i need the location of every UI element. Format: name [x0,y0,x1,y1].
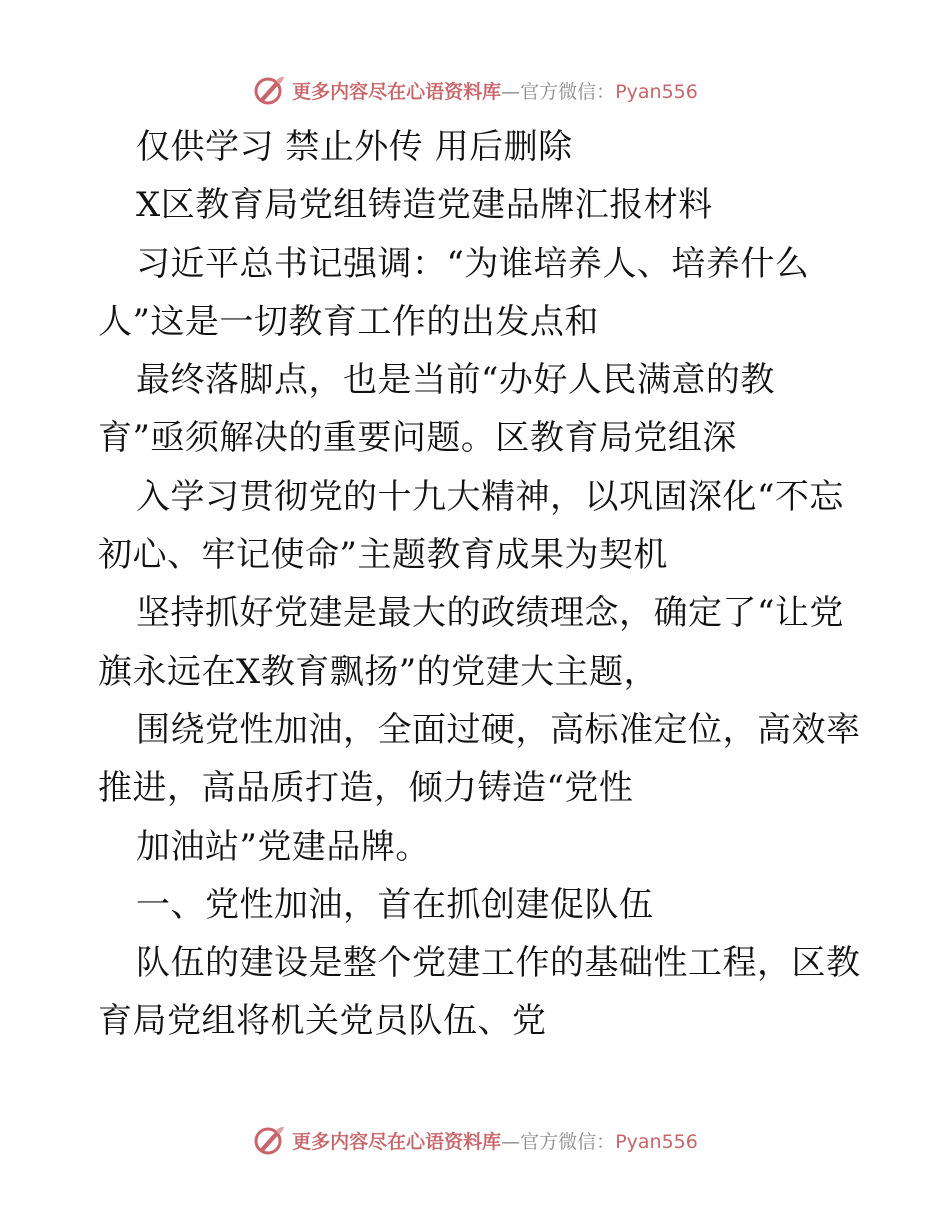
watermark-id: Pyan556 [615,80,698,103]
watermark-text [292,1127,698,1154]
text-line: 育”亟须解决的重要问题。区教育局党组深 [98,418,737,459]
text-line: 最终落脚点，也是当前“办好人民满意的教 [136,360,775,401]
text-line: 初心、牢记使命”主题教育成果为契机 [98,535,668,576]
watermark-group [252,1123,698,1157]
footer-watermark [0,1120,950,1160]
watermark-group [252,73,698,107]
text-line: 加油站”党建品牌。 [136,826,430,867]
quill-pen-circle-icon [252,1123,286,1157]
document-title: X区教育局党组铸造党建品牌汇报材料 [136,185,713,226]
text-line: 坚持抓好党建是最大的政绩理念，确定了“让党 [136,593,844,634]
header-watermark [0,70,950,110]
text-line: 推进，高品质打造，倾力铸造“党性 [98,768,634,809]
text-line: 习近平总书记强调：“为谁培养人、培养什么 [136,243,810,284]
text-line: 人”这是一切教育工作的出发点和 [98,301,599,342]
text-line: 育局党组将机关党员队伍、党 [98,1001,547,1042]
watermark-main: 更多内容尽在心语资料库 [292,80,502,103]
text-line: 队伍的建设是整个党建工作的基础性工程，区教 [136,943,861,984]
watermark-separator: —官方微信： [501,1130,616,1153]
text-line: 围绕党性加油，全面过硬，高标准定位，高效率 [136,709,861,750]
watermark-id: Pyan556 [615,1130,698,1153]
quill-pen-circle-icon [252,73,286,107]
watermark-separator: —官方微信： [501,80,616,103]
section-heading: 一、党性加油，首在抓创建促队伍 [136,884,654,925]
text-line: 旗永远在X教育飘扬”的党建大主题， [98,651,659,692]
watermark-main: 更多内容尽在心语资料库 [292,1130,502,1153]
document-body [98,118,861,1051]
text-line: 入学习贯彻党的十九大精神，以巩固深化“不忘 [136,476,844,517]
watermark-text [292,77,698,104]
text-line: 仅供学习 禁止外传 用后删除 [136,127,573,167]
